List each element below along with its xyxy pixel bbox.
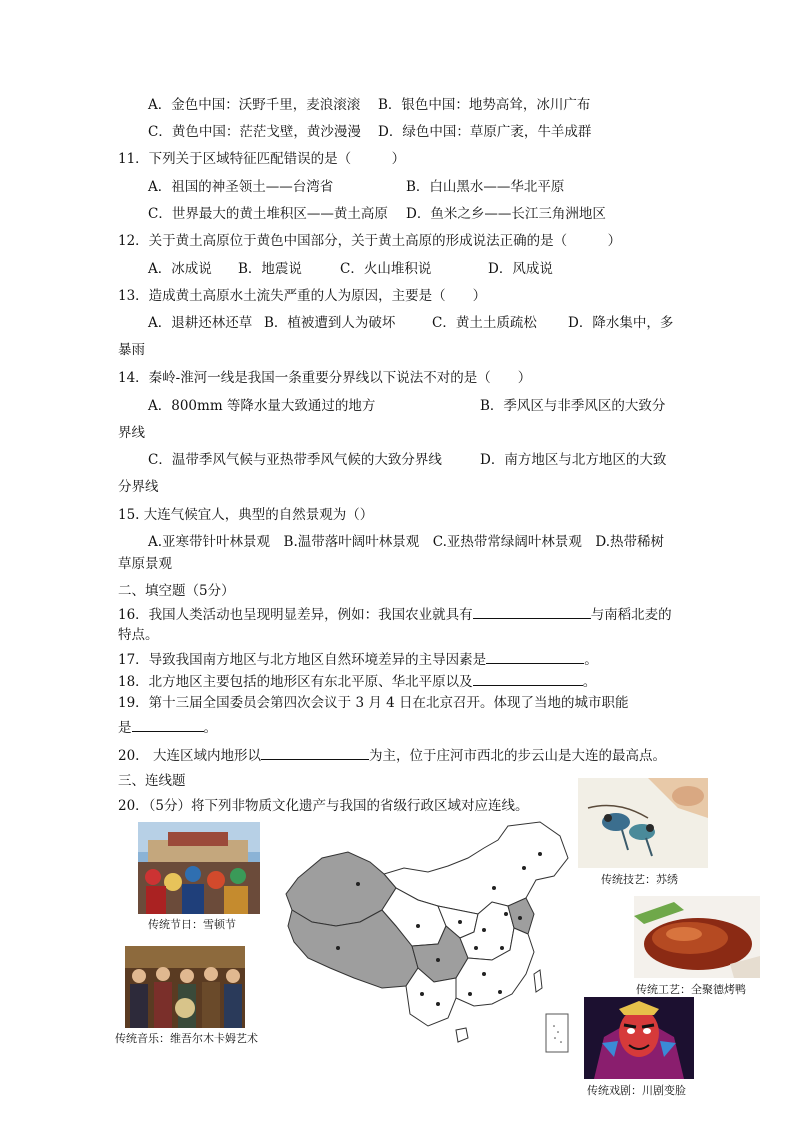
section2-title: 二、填空题（5分） <box>118 583 235 599</box>
q18-text-a: 18．北方地区主要包括的地形区有东北平原、华北平原以及 <box>118 674 473 690</box>
q11-option-a: A．祖国的神圣领土——台湾省 <box>148 179 334 195</box>
q14-option-d-cont: 分界线 <box>118 479 159 495</box>
q14-option-d: D．南方地区与北方地区的大致 <box>480 452 667 468</box>
q11-option-d: D．鱼米之乡——长江三角洲地区 <box>406 206 606 222</box>
q17-text-b: 。 <box>584 652 598 668</box>
q20-blank[interactable] <box>261 745 369 760</box>
q18-blank[interactable] <box>473 671 583 686</box>
q19-blank[interactable] <box>132 717 204 732</box>
q10-option-c: C．黄色中国：茫茫戈壁，黄沙漫漫 <box>148 124 361 140</box>
duck-photo <box>634 896 760 978</box>
q14-option-c: C．温带季风气候与亚热带季风气候的大致分界线 <box>148 452 442 468</box>
festival-caption: 传统节日：雪顿节 <box>148 918 236 931</box>
q12-option-d: D．风成说 <box>488 261 553 277</box>
embroidery-photo <box>578 778 708 868</box>
q18-line <box>118 671 596 691</box>
duck-caption: 传统工艺：全聚德烤鸭 <box>636 983 746 996</box>
music-photo <box>125 946 245 1028</box>
q13-option-c: C．黄土土质疏松 <box>432 315 537 331</box>
festival-photo <box>138 822 260 914</box>
section3-title: 三、连线题 <box>118 773 186 789</box>
q19-line1: 19．第十三届全国委员会第四次会议于 3 月 4 日在北京召开。体现了当地的城市职能 <box>118 695 629 711</box>
q14-option-b: B．季风区与非季风区的大致分 <box>480 398 666 414</box>
q12-stem: 12．关于黄土高原位于黄色中国部分，关于黄土高原的形成说法正确的是（ ） <box>118 233 622 249</box>
q15-options-cont: 草原景观 <box>118 556 172 572</box>
music-caption: 传统音乐：维吾尔木卡姆艺术 <box>115 1032 258 1045</box>
q16-text-a: 16．我国人类活动也呈现明显差异，例如：我国农业就具有 <box>118 607 473 623</box>
q13-stem: 13．造成黄土高原水土流失严重的人为原因，主要是（ ） <box>118 288 487 304</box>
opera-photo <box>584 997 694 1079</box>
q17-line <box>118 649 598 669</box>
q13-option-d-cont: 暴雨 <box>118 342 145 358</box>
q10-option-d: D．绿色中国：草原广袤，牛羊成群 <box>378 124 592 140</box>
q20-text-a: 20. 大连区域内地形以 <box>118 748 261 764</box>
q11-option-c: C．世界最大的黄土堆积区——黄土高原 <box>148 206 388 222</box>
embroidery-caption: 传统技艺：苏绣 <box>601 873 678 886</box>
q18-text-b: 。 <box>582 674 597 690</box>
q10-option-b: B．银色中国：地势高耸，冰川广布 <box>378 97 591 113</box>
q19-text-b: 是 <box>118 720 132 736</box>
q15-stem: 15. 大连气候宜人，典型的自然景观为（） <box>118 507 374 523</box>
q16-text-c: 特点。 <box>118 627 159 643</box>
q20-match-stem: 20．（5分）将下列非物质文化遗产与我国的省级行政区域对应连线。 <box>118 798 529 814</box>
q12-option-c: C．火山堆积说 <box>340 261 432 277</box>
q16-text-b: 与南稻北麦的 <box>590 607 672 623</box>
q17-blank[interactable] <box>486 649 584 664</box>
q12-option-a: A．冰成说 <box>148 261 212 277</box>
q19-line2 <box>118 717 217 737</box>
q12-option-b: B．地震说 <box>238 261 302 277</box>
q14-stem: 14．秦岭-淮河一线是我国一条重要分界线以下说法不对的是（ ） <box>118 370 532 386</box>
q20-text-b: 为主，位于庄河市西北的步云山是大连的最高点。 <box>368 748 666 764</box>
q13-option-d: D．降水集中，多 <box>568 315 674 331</box>
q16-blank[interactable] <box>473 604 591 619</box>
q19-text-c: 。 <box>203 720 217 736</box>
q16-line1 <box>118 604 672 624</box>
q20-fill-line <box>118 745 666 765</box>
q13-option-b: B．植被遭到人为破坏 <box>264 315 396 331</box>
q15-options: A.亚寒带针叶林景观 B.温带落叶阔叶林景观 C.亚热带常绿阔叶林景观 D.热带稀树 <box>148 534 665 550</box>
q14-option-b-cont: 界线 <box>118 425 145 441</box>
q11-option-b: B．白山黑水——华北平原 <box>406 179 565 195</box>
q13-option-a: A．退耕还林还草 <box>148 315 253 331</box>
opera-caption: 传统戏剧：川剧变脸 <box>587 1084 686 1097</box>
q11-stem: 11．下列关于区域特征匹配错误的是（ ） <box>118 151 406 167</box>
china-map <box>278 818 578 1080</box>
q10-option-a: A．金色中国：沃野千里，麦浪滚滚 <box>148 97 361 113</box>
q17-text-a: 17．导致我国南方地区与北方地区自然环境差异的主导因素是 <box>118 652 487 668</box>
q14-option-a: A．800mm 等降水量大致通过的地方 <box>148 398 376 414</box>
